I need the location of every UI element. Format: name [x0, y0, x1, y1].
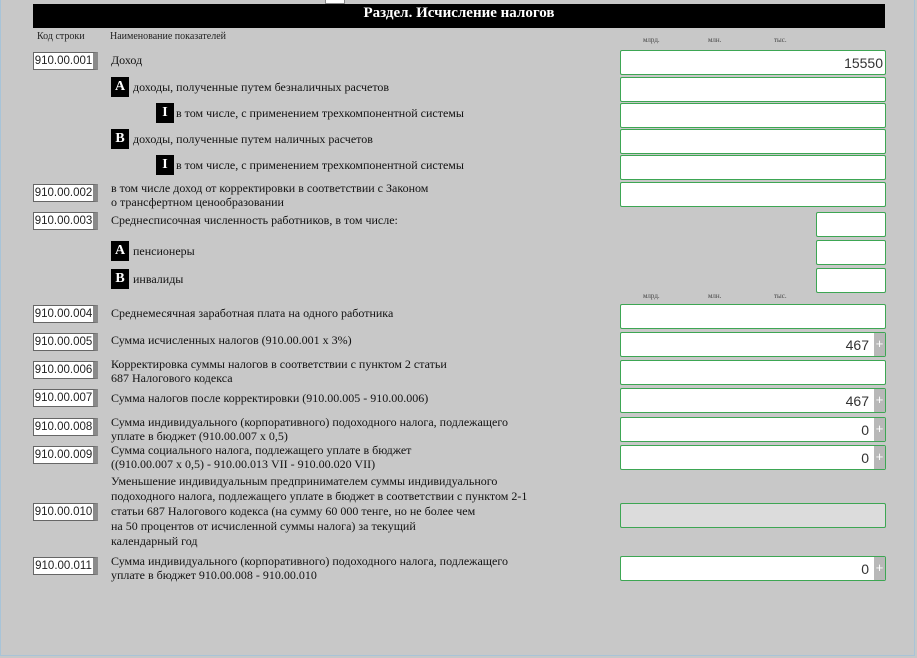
section-title: Раздел. Исчисление налогов [33, 4, 885, 28]
row-label-cash-three-component: в том числе, с применением трехкомпонентной системы [176, 158, 464, 172]
column-header-code: Код строки [37, 31, 85, 42]
row-code-910-00-010: 910.00.010 [33, 503, 98, 521]
row-label-income: Доход [111, 53, 143, 67]
taxes-after-adjustment-value: 467 [845, 393, 869, 409]
row-label-pensioners: пенсионеры [133, 244, 195, 258]
expand-plus-button[interactable]: + [874, 333, 885, 356]
avg-employees-field[interactable] [816, 212, 886, 237]
row-code-910-00-011: 910.00.011 [33, 557, 98, 575]
expand-plus-button[interactable]: + [874, 418, 885, 441]
column-header-name: Наименование показателей [110, 31, 227, 42]
row-code-910-00-008: 910.00.008 [33, 418, 98, 436]
income-field[interactable] [620, 50, 886, 75]
expand-plus-button[interactable]: + [874, 389, 885, 412]
tag-b: B [111, 269, 129, 289]
social-tax-field[interactable] [620, 445, 886, 470]
row-label-transfer-pricing: в том числе доход от корректировки в соответствии с Законом о трансфертном ценообразовании [111, 181, 429, 209]
row-label-tax-reduction: Уменьшение индивидуальным предпринимателем суммы индивидуального подоходного налога, подлежащего уплате в бюджет в соответствии с пунктом 2-1 статьи 687 Налогового кодекса (на сумму 60 000 тенге, но не более чем на 50 процентов от исчисленной суммы налога) за текущий календарный год [111, 474, 528, 548]
income-tax-value: 0 [861, 422, 869, 438]
scale-label-million: млн. [708, 36, 722, 44]
tag-i: I [156, 103, 174, 123]
tax-reduction-field[interactable] [620, 503, 886, 528]
scale-label-billion: млрд. [643, 36, 660, 44]
income-tax-payable-field[interactable] [620, 556, 886, 581]
row-label-tax-adjustment: Корректировка суммы налогов в соответствии с пунктом 2 статьи 687 Налогового кодекса [111, 357, 447, 385]
scale-label-thousand: тыс. [774, 36, 787, 44]
cashless-three-component-field[interactable] [620, 103, 886, 128]
scale-label-thousand: тыс. [774, 292, 787, 300]
cashless-income-field[interactable] [620, 77, 886, 102]
row-label-cash-income: доходы, полученные путем наличных расчетов [133, 132, 373, 146]
row-label-calculated-taxes: Сумма исчисленных налогов (910.00.001 х 3%) [111, 333, 352, 347]
cash-income-field[interactable] [620, 129, 886, 154]
calculated-taxes-value: 467 [845, 337, 869, 353]
row-label-taxes-after-adjustment: Сумма налогов после корректировки (910.00.005 - 910.00.006) [111, 391, 429, 405]
income-value: 15550 [844, 55, 883, 71]
row-code-910-00-005: 910.00.005 [33, 333, 98, 351]
row-code-910-00-007: 910.00.007 [33, 389, 98, 407]
row-code-910-00-002: 910.00.002 [33, 184, 98, 202]
cash-three-component-field[interactable] [620, 155, 886, 180]
tag-i: I [156, 155, 174, 175]
tag-a: A [111, 241, 129, 261]
income-tax-field[interactable] [620, 417, 886, 442]
calculated-taxes-field[interactable] [620, 332, 886, 357]
tag-a: A [111, 77, 129, 97]
row-label-income-tax: Сумма индивидуального (корпоративного) подоходного налога, подлежащего уплате в бюджет (910.00.007 х 0,5) [111, 415, 508, 443]
row-label-income-tax-payable: Сумма индивидуального (корпоративного) подоходного налога, подлежащего уплате в бюджет 910.00.008 - 910.00.010 [111, 554, 508, 582]
scale-label-million: млн. [708, 292, 722, 300]
disabled-field[interactable] [816, 268, 886, 293]
expand-plus-button[interactable]: + [874, 446, 885, 469]
row-code-910-00-006: 910.00.006 [33, 361, 98, 379]
expand-plus-button[interactable]: + [874, 557, 885, 580]
social-tax-value: 0 [861, 450, 869, 466]
income-tax-payable-value: 0 [861, 561, 869, 577]
taxes-after-adjustment-field[interactable] [620, 388, 886, 413]
row-label-cashless-income: доходы, полученные путем безналичных расчетов [133, 80, 390, 94]
row-label-avg-employees: Среднесписочная численность работников, в том числе: [111, 213, 398, 227]
pensioners-field[interactable] [816, 240, 886, 265]
row-label-cashless-three-component: в том числе, с применением трехкомпонентной системы [176, 106, 464, 120]
row-code-910-00-009: 910.00.009 [33, 446, 98, 464]
row-label-disabled: инвалиды [133, 272, 184, 286]
tax-adjustment-field[interactable] [620, 360, 886, 385]
row-code-910-00-003: 910.00.003 [33, 212, 98, 230]
row-label-avg-salary: Среднемесячная заработная плата на одного работника [111, 306, 394, 320]
row-label-social-tax: Сумма социального налога, подлежащего уплате в бюджет ((910.00.007 х 0,5) - 910.00.013 VII - 910.00.020 VII) [111, 443, 412, 471]
avg-salary-field[interactable] [620, 304, 886, 329]
tag-b: B [111, 129, 129, 149]
transfer-pricing-field[interactable] [620, 182, 886, 207]
row-code-910-00-004: 910.00.004 [33, 305, 98, 323]
scale-label-billion: млрд. [643, 292, 660, 300]
row-code-910-00-001: 910.00.001 [33, 52, 98, 70]
